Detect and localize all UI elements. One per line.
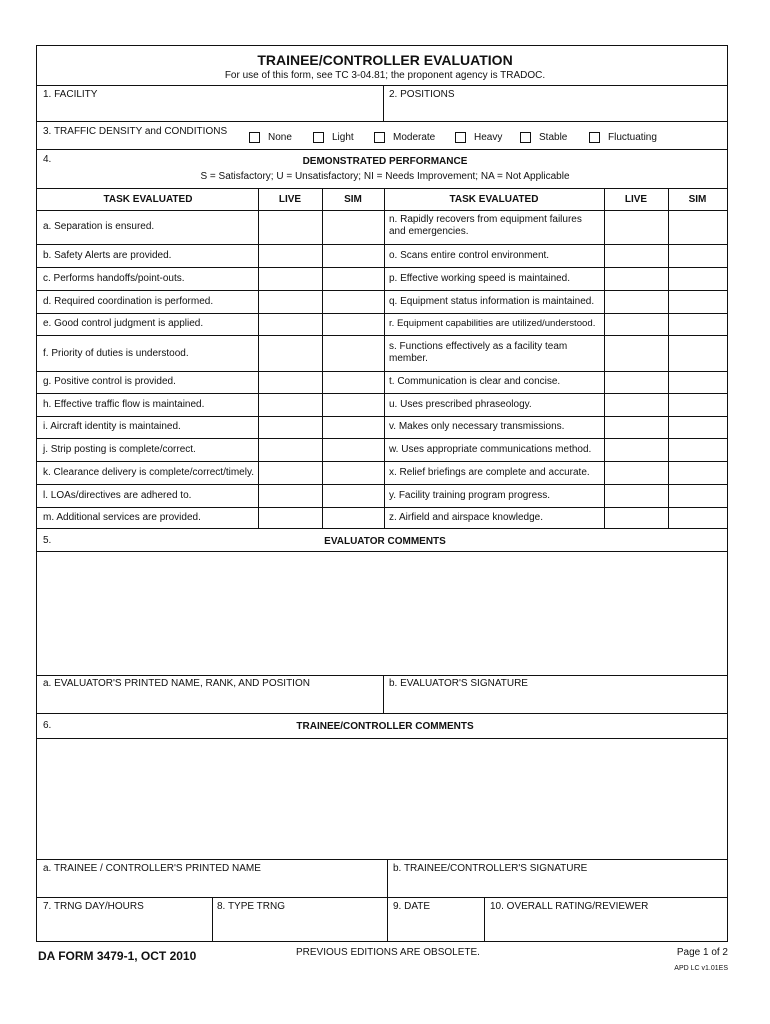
density-moderate-checkbox[interactable] — [374, 132, 385, 143]
traffic-density-label: 3. TRAFFIC DENSITY and CONDITIONS — [43, 126, 228, 137]
evaluator-comments-field[interactable] — [38, 552, 727, 674]
sim-header: SIM — [688, 194, 707, 205]
trng-day-hours-field[interactable] — [38, 913, 211, 940]
task-label: i. Aircraft identity is maintained. — [43, 421, 181, 432]
trainee-name-label: a. TRAINEE / CONTROLLER'S PRINTED NAME — [43, 863, 261, 874]
facility-field[interactable] — [38, 86, 382, 120]
density-option-label: Stable — [539, 132, 568, 143]
task-label: z. Airfield and airspace knowledge. — [389, 512, 543, 523]
task-label: f. Priority of duties is understood. — [43, 348, 189, 359]
divider — [37, 121, 727, 122]
task-label: v. Makes only necessary transmissions. — [389, 421, 565, 432]
section-number: 4. — [43, 154, 52, 165]
section-title: TRAINEE/CONTROLLER COMMENTS — [296, 721, 474, 732]
divider — [37, 188, 727, 189]
date-label: 9. DATE — [393, 901, 431, 912]
section-number: 5. — [43, 535, 52, 546]
task-label: o. Scans entire control environment. — [389, 250, 550, 261]
divider — [384, 188, 385, 528]
task-label: w. Uses appropriate communications method. — [389, 444, 592, 455]
section-number: 6. — [43, 720, 52, 731]
task-label: x. Relief briefings are complete and accurate. — [389, 467, 590, 478]
trainee-comments-field[interactable] — [38, 739, 727, 858]
task-label: k. Clearance delivery is complete/correct/timely. — [43, 467, 254, 478]
overall-rating-label: 10. OVERALL RATING/REVIEWER — [490, 901, 649, 912]
task-label: n. Rapidly recovers from equipment failures and emergencies. — [389, 214, 582, 237]
divider — [37, 675, 727, 676]
task-label: a. Separation is ensured. — [43, 221, 155, 232]
task-label: r. Equipment capabilities are utilized/understood. — [389, 318, 596, 329]
section-title: DEMONSTRATED PERFORMANCE — [302, 156, 468, 167]
divider — [37, 713, 727, 714]
sim-rating-column-left[interactable] — [323, 211, 383, 527]
date-field[interactable] — [388, 913, 483, 940]
task-label: q. Equipment status information is maintained. — [389, 296, 595, 307]
trainee-signature-label: b. TRAINEE/CONTROLLER'S SIGNATURE — [393, 863, 588, 874]
section-title: EVALUATOR COMMENTS — [324, 536, 446, 547]
trainee-name-field[interactable] — [38, 875, 386, 896]
positions-label: 2. POSITIONS — [389, 89, 455, 100]
divider — [37, 528, 727, 529]
task-label: u. Uses prescribed phraseology. — [389, 399, 532, 410]
task-label: e. Good control judgment is applied. — [43, 318, 204, 329]
evaluator-signature-label: b. EVALUATOR'S SIGNATURE — [389, 678, 528, 689]
task-header: TASK EVALUATED — [449, 194, 539, 205]
type-trng-field[interactable] — [213, 913, 386, 940]
density-light-checkbox[interactable] — [313, 132, 324, 143]
live-rating-column-left[interactable] — [259, 211, 321, 527]
task-label: s. Functions effectively as a facility team member. — [389, 341, 568, 364]
density-fluctuating-checkbox[interactable] — [589, 132, 600, 143]
overall-rating-field[interactable] — [485, 913, 727, 940]
task-label: p. Effective working speed is maintained. — [389, 273, 571, 284]
density-option-label: None — [268, 132, 292, 143]
evaluator-name-field[interactable] — [38, 690, 382, 712]
task-label: g. Positive control is provided. — [43, 376, 176, 387]
form-id: DA FORM 3479-1, OCT 2010 — [38, 949, 197, 963]
density-option-label: Fluctuating — [608, 132, 657, 143]
task-label: t. Communication is clear and concise. — [389, 376, 561, 387]
divider — [37, 897, 727, 898]
live-rating-column-right[interactable] — [605, 211, 667, 527]
task-label: c. Performs handoffs/point-outs. — [43, 273, 185, 284]
divider — [37, 859, 727, 860]
form-subtitle: For use of this form, see TC 3-04.81; the proponent agency is TRADOC. — [224, 70, 546, 81]
obsolete-notice: PREVIOUS EDITIONS ARE OBSOLETE. — [296, 947, 480, 958]
density-stable-checkbox[interactable] — [520, 132, 531, 143]
task-label: d. Required coordination is performed. — [43, 296, 214, 307]
form-title: TRAINEE/CONTROLLER EVALUATION — [257, 52, 513, 68]
task-header: TASK EVALUATED — [103, 194, 193, 205]
evaluator-signature-field[interactable] — [384, 690, 727, 712]
positions-field[interactable] — [384, 86, 727, 120]
trng-day-hours-label: 7. TRNG DAY/HOURS — [43, 901, 144, 912]
rating-legend: S = Satisfactory; U = Unsatisfactory; NI = Needs Improvement; NA = Not Applicable — [200, 171, 570, 182]
page-number: Page 1 of 2 — [676, 947, 728, 958]
task-label: l. LOAs/directives are adhered to. — [43, 490, 192, 501]
live-header: LIVE — [624, 194, 648, 205]
density-heavy-checkbox[interactable] — [455, 132, 466, 143]
density-none-checkbox[interactable] — [249, 132, 260, 143]
type-trng-label: 8. TYPE TRNG — [217, 901, 285, 912]
density-option-label: Moderate — [393, 132, 436, 143]
density-option-label: Heavy — [474, 132, 503, 143]
sim-header: SIM — [344, 194, 362, 205]
task-label: m. Additional services are provided. — [43, 512, 201, 523]
task-label: b. Safety Alerts are provided. — [43, 250, 172, 261]
task-label: y. Facility training program progress. — [389, 490, 550, 501]
sim-rating-column-right[interactable] — [669, 211, 727, 527]
density-option-label: Light — [332, 132, 354, 143]
facility-label: 1. FACILITY — [43, 89, 98, 100]
trainee-signature-field[interactable] — [388, 875, 727, 896]
live-header: LIVE — [278, 194, 302, 205]
divider — [37, 149, 727, 150]
task-label: j. Strip posting is complete/correct. — [43, 444, 196, 455]
evaluator-name-label: a. EVALUATOR'S PRINTED NAME, RANK, AND POSITION — [43, 678, 310, 689]
task-label: h. Effective traffic flow is maintained. — [43, 399, 205, 410]
version-tag: APD LC v1.01ES — [674, 965, 728, 972]
